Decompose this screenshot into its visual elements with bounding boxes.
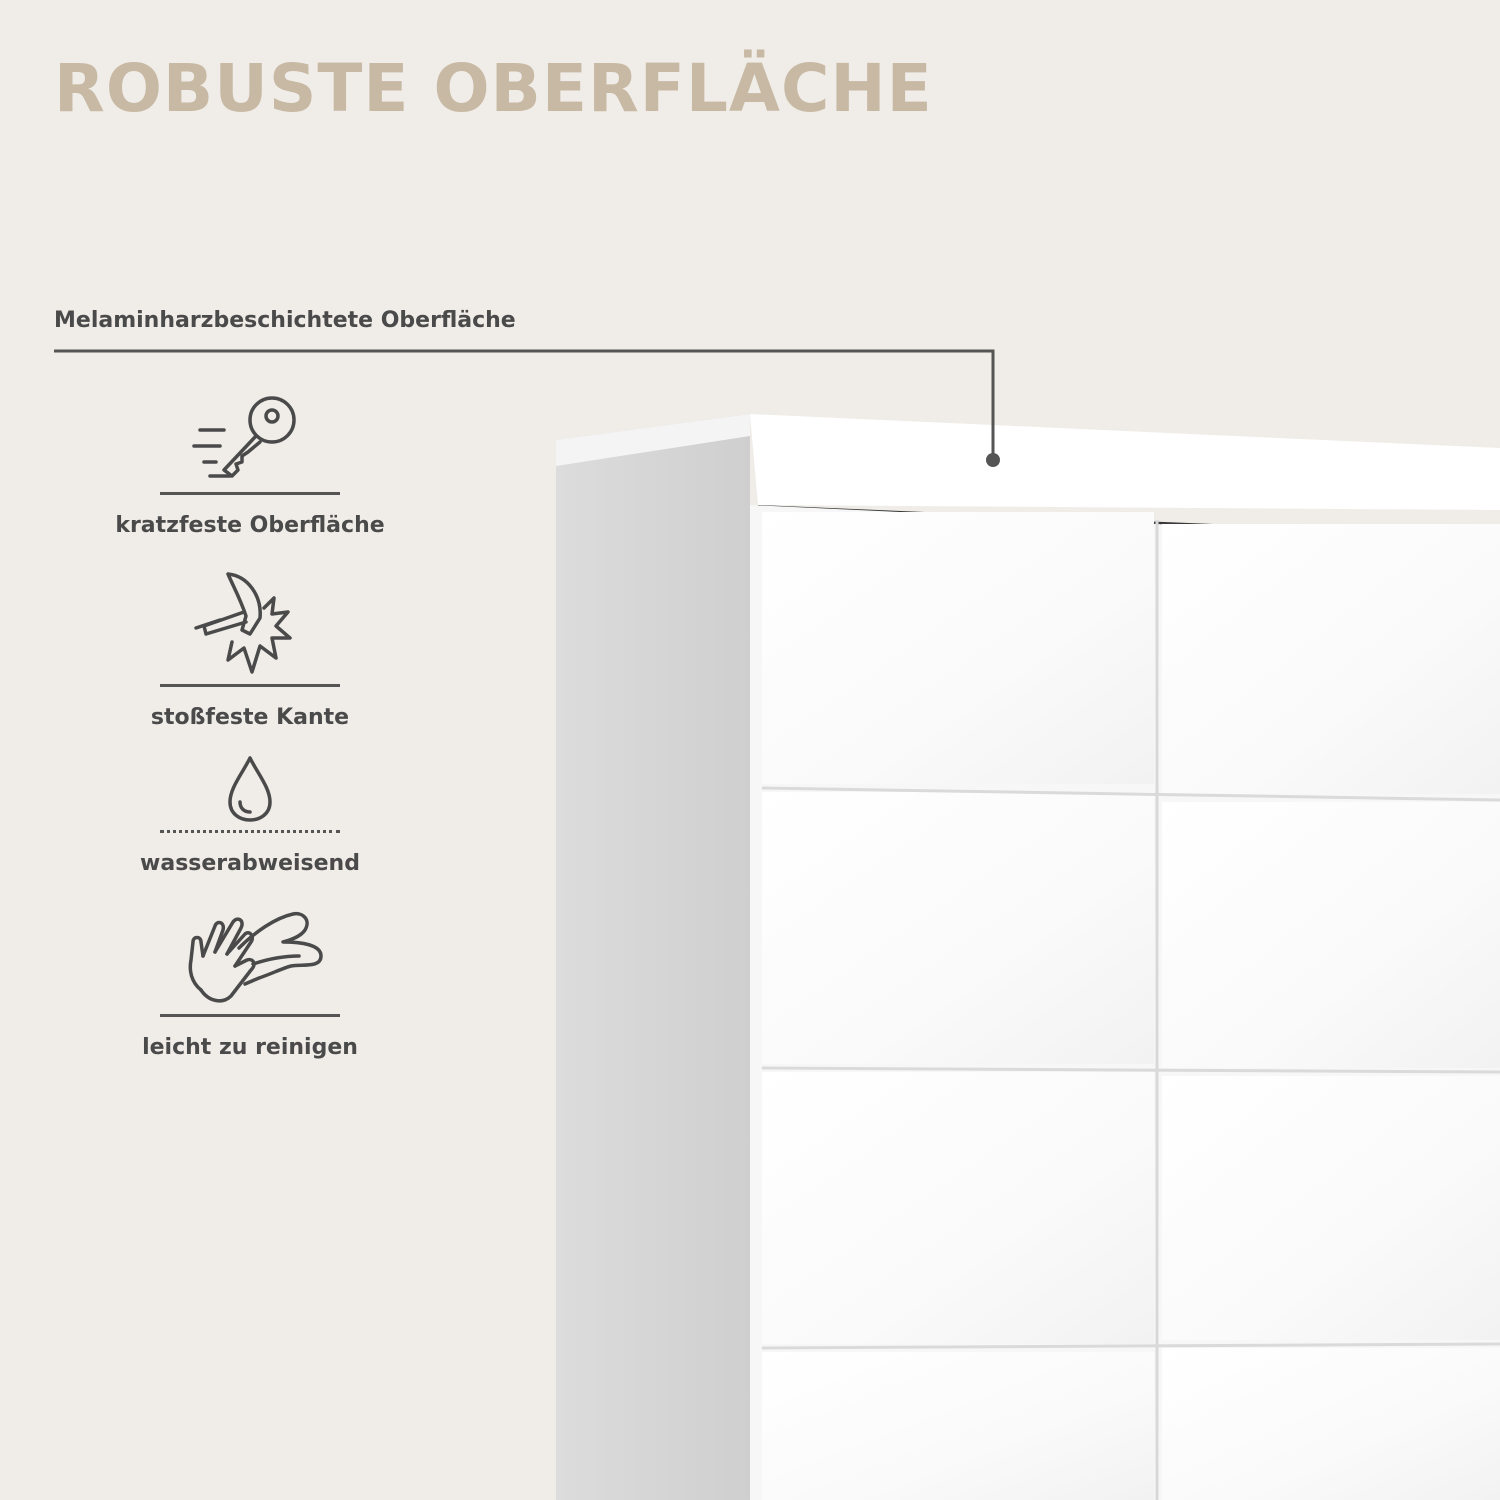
callout-dot bbox=[986, 453, 1000, 467]
feature-label: stoßfeste Kante bbox=[150, 705, 350, 730]
cabinet-door bbox=[762, 792, 1154, 1064]
callout-label: Melaminharzbeschichtete Oberfläche bbox=[54, 308, 516, 333]
key-scratch-icon bbox=[190, 390, 310, 486]
divider bbox=[160, 684, 340, 687]
hammer-impact-icon bbox=[190, 568, 310, 676]
divider bbox=[160, 492, 340, 495]
cabinet-door bbox=[1162, 524, 1500, 794]
cabinet-door bbox=[1162, 1348, 1500, 1500]
water-drop-icon bbox=[220, 752, 280, 824]
feature-label: kratzfeste Oberfläche bbox=[115, 513, 385, 538]
cabinet-door bbox=[1162, 1076, 1500, 1340]
divider bbox=[160, 1014, 340, 1017]
cabinet-top bbox=[750, 414, 1500, 510]
cabinet-door bbox=[762, 1352, 1154, 1500]
divider bbox=[160, 830, 340, 833]
cabinet-side-panel bbox=[556, 414, 750, 1500]
cabinet-door bbox=[762, 1072, 1154, 1344]
feature-label: wasserabweisend bbox=[140, 851, 360, 876]
feature-label: leicht zu reinigen bbox=[142, 1035, 358, 1060]
feature-easy-clean bbox=[100, 904, 400, 1060]
cabinet-door bbox=[762, 512, 1154, 784]
feature-water-repellent bbox=[100, 752, 400, 876]
feature-scratch-resistant bbox=[100, 390, 400, 538]
cabinet-door bbox=[1162, 802, 1500, 1068]
hand-wipe-icon bbox=[175, 904, 325, 1008]
page-title: ROBUSTE OBERFLÄCHE bbox=[54, 50, 933, 127]
feature-impact-resistant bbox=[100, 568, 400, 730]
